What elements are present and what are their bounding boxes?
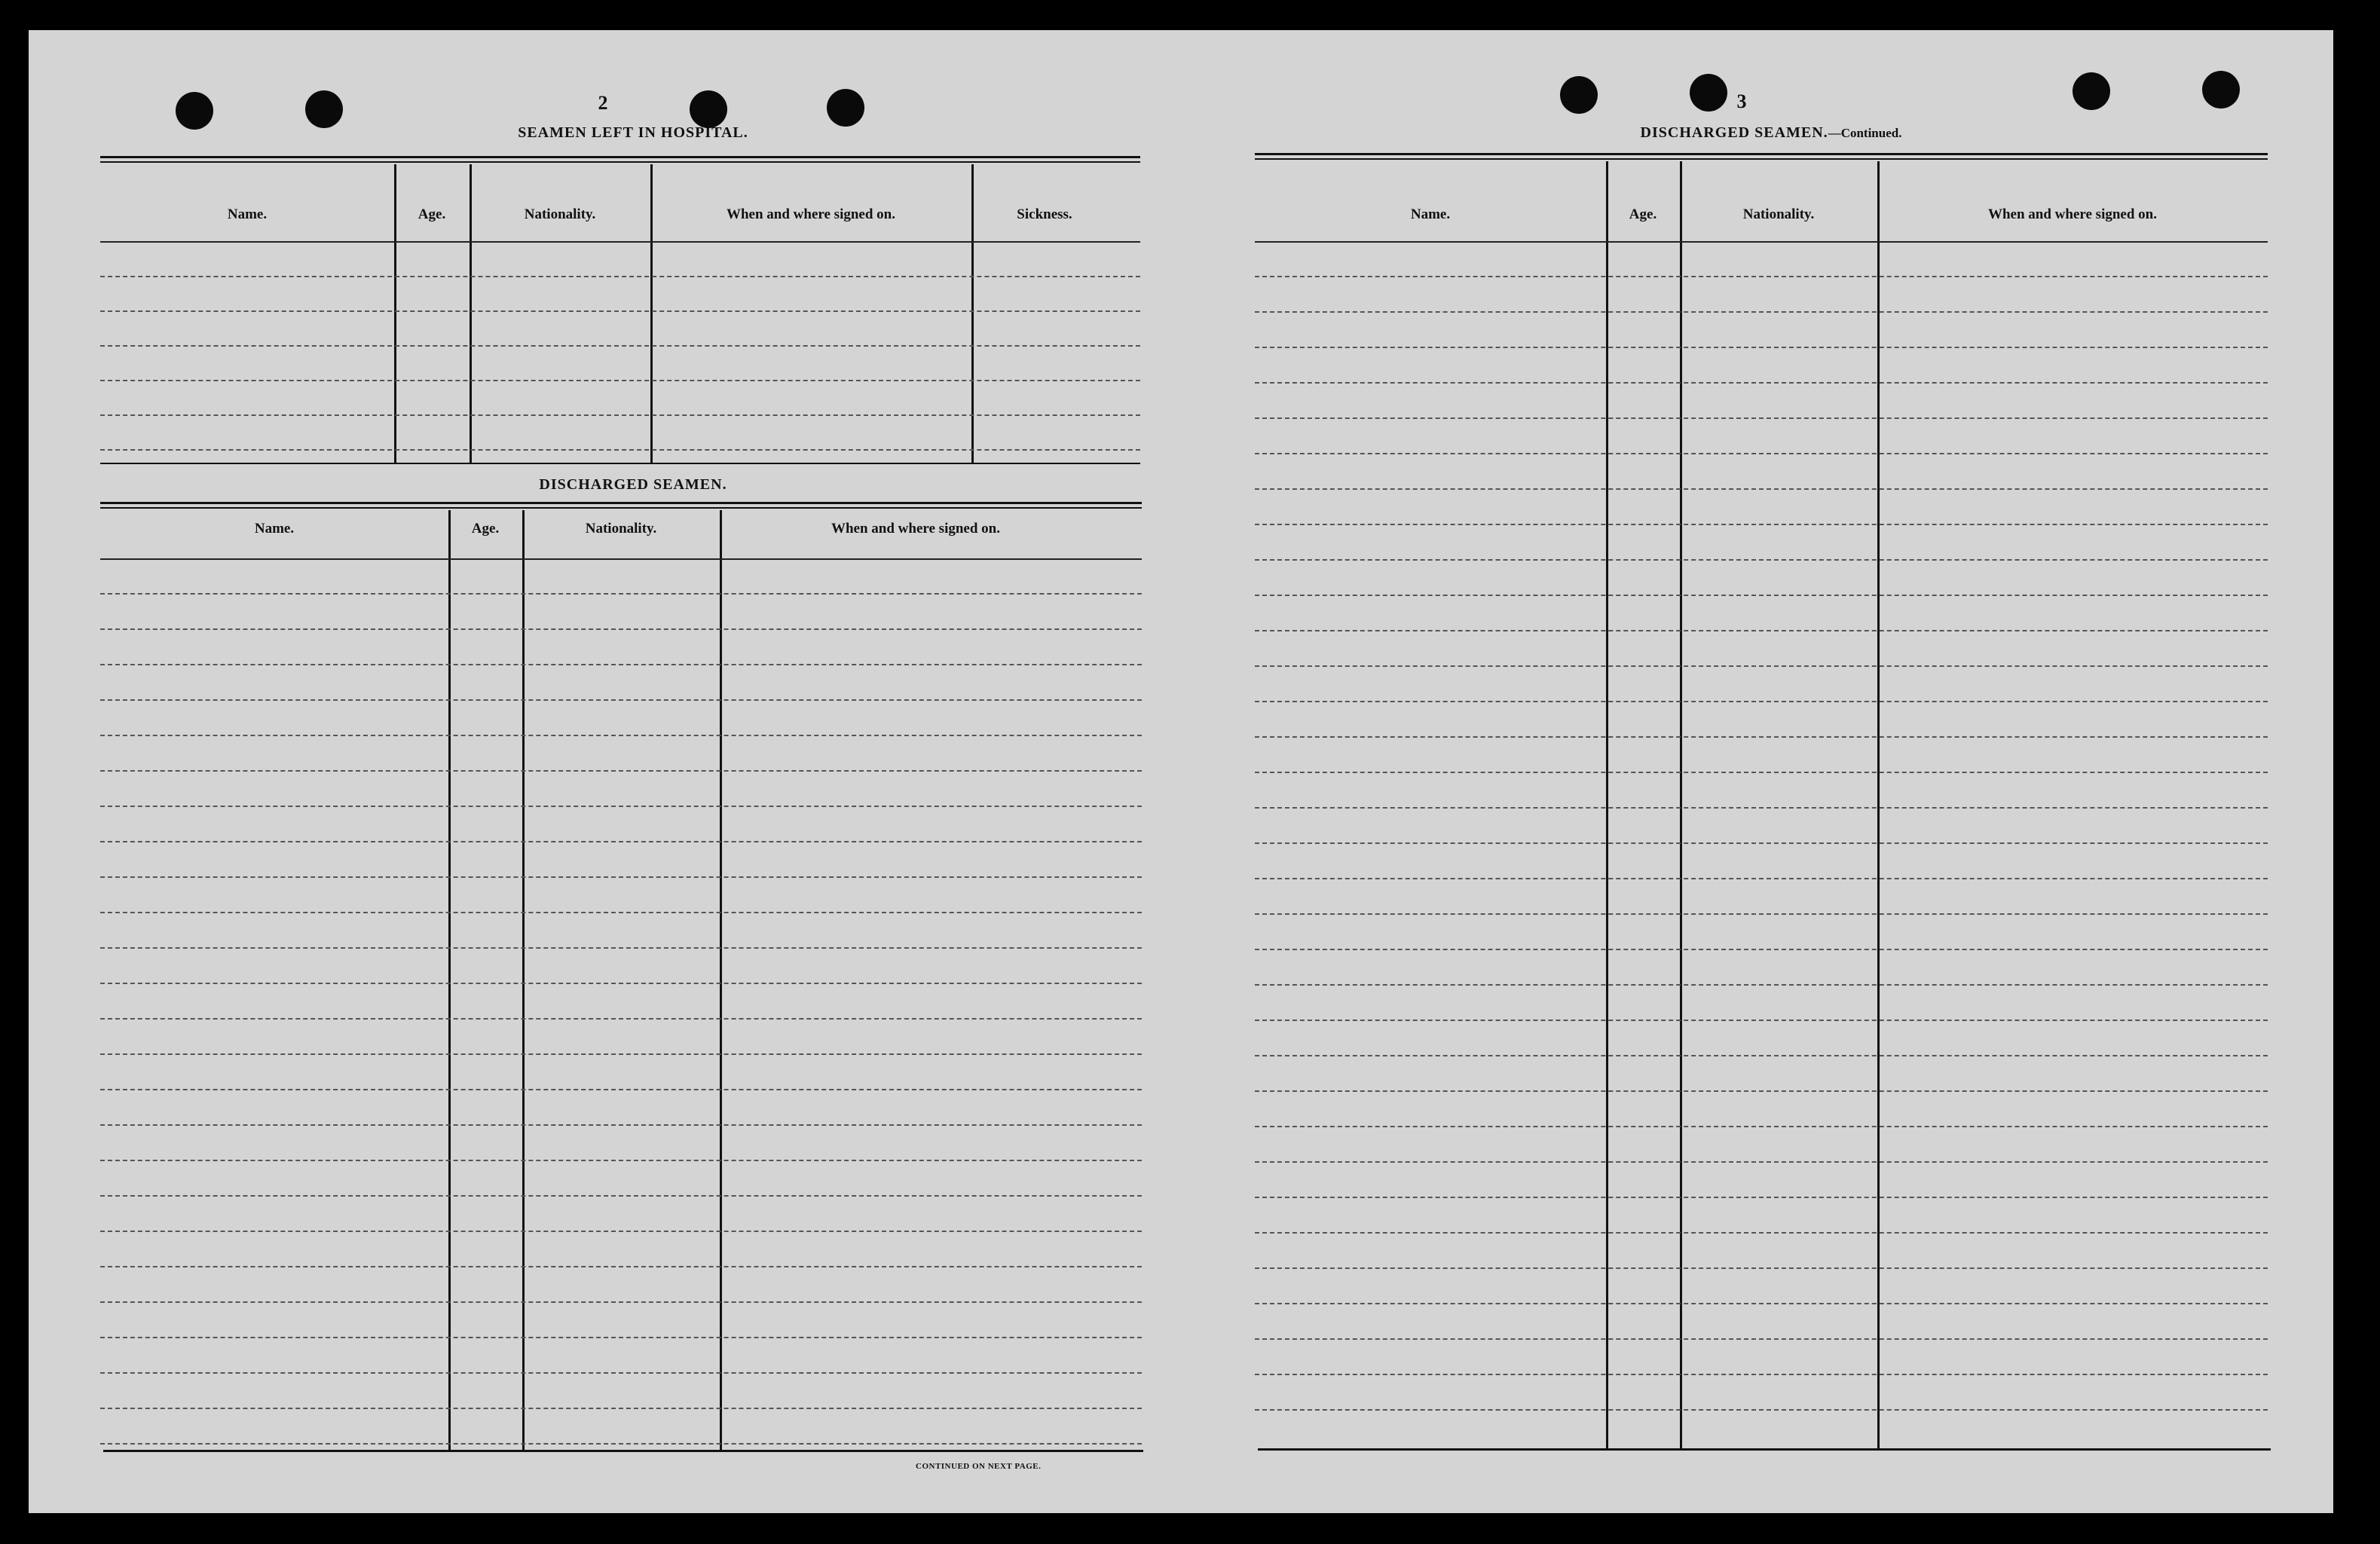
header-underline — [100, 558, 1142, 560]
ruled-line — [1255, 772, 2268, 773]
ruled-line — [100, 276, 1140, 277]
discharged-bottom-rule — [103, 1450, 1143, 1452]
ruled-line — [100, 1266, 1142, 1267]
column-header-name: Name. — [227, 206, 268, 222]
column-divider — [1606, 161, 1608, 1448]
punch-hole — [1560, 76, 1598, 114]
column-divider — [470, 164, 472, 463]
column-divider — [720, 510, 722, 1451]
ruled-line — [100, 1408, 1142, 1409]
column-divider — [448, 510, 451, 1451]
column-header-nationality: Nationality. — [524, 206, 596, 222]
header-underline — [100, 241, 1140, 243]
ruled-line — [1255, 701, 2268, 702]
column-header-age: Age. — [418, 206, 446, 222]
hospital-top-rule-2 — [100, 161, 1140, 163]
right-page-number: 3 — [1736, 90, 1747, 112]
hospital-table — [100, 164, 1140, 463]
ruled-line — [100, 1053, 1142, 1055]
column-header-nationality: Nationality. — [1742, 206, 1815, 222]
hospital-bottom-rule — [100, 463, 1140, 464]
ruled-line — [1255, 1126, 2268, 1127]
ruled-line — [1255, 1374, 2268, 1375]
ruled-line — [100, 345, 1140, 347]
ruled-line — [1255, 453, 2268, 454]
punch-hole — [176, 92, 213, 130]
ruled-line — [1255, 417, 2268, 419]
column-header-name: Name. — [254, 521, 295, 537]
ruled-line — [1255, 842, 2268, 844]
ruled-line — [100, 770, 1142, 772]
ruled-line — [1255, 559, 2268, 561]
ruled-line — [100, 947, 1142, 949]
ruled-line — [1255, 1161, 2268, 1163]
ruled-line — [100, 414, 1140, 416]
discharged-top-rule-2 — [100, 507, 1142, 509]
ruled-line — [100, 806, 1142, 807]
ruled-line — [1255, 665, 2268, 667]
punch-hole — [2202, 71, 2240, 109]
ruled-line — [1255, 347, 2268, 348]
column-divider — [1877, 161, 1880, 1448]
ruled-line — [100, 1301, 1142, 1303]
ruled-line — [100, 593, 1142, 595]
ruled-line — [100, 1195, 1142, 1197]
column-header-signed-on: When and where signed on. — [726, 206, 895, 222]
punch-hole — [827, 89, 864, 127]
continued-note: CONTINUED ON NEXT PAGE. — [916, 1462, 1042, 1471]
document-sheet — [29, 30, 2333, 1513]
ruled-line — [100, 1337, 1142, 1338]
ruled-line — [1255, 1197, 2268, 1198]
column-header-age: Age. — [1629, 206, 1657, 222]
right-bottom-rule — [1258, 1448, 2271, 1451]
ruled-line — [1255, 913, 2268, 915]
ruled-line — [1255, 949, 2268, 950]
ruled-line — [100, 1089, 1142, 1090]
ruled-line — [1255, 736, 2268, 738]
ruled-line — [100, 735, 1142, 736]
ruled-line — [1255, 488, 2268, 490]
column-divider — [650, 164, 653, 463]
column-header-nationality: Nationality. — [585, 521, 657, 537]
ruled-line — [100, 912, 1142, 913]
hospital-top-rule — [100, 156, 1140, 158]
ruled-line — [100, 449, 1140, 451]
ruled-line — [100, 1372, 1142, 1374]
discharged-continued-title-suffix: —Continued. — [1828, 126, 1902, 140]
discharged-continued-title-main: DISCHARGED SEAMEN. — [1640, 124, 1828, 141]
ruled-line — [1255, 1090, 2268, 1092]
ruled-line — [1255, 1409, 2268, 1411]
punch-hole — [690, 90, 727, 128]
ruled-line — [1255, 1303, 2268, 1304]
discharged-continued-title — [1575, 124, 1967, 142]
column-header-signed-on: When and where signed on. — [831, 521, 1000, 537]
ruled-line — [1255, 1267, 2268, 1269]
right-top-rule — [1255, 153, 2268, 155]
right-top-rule-2 — [1255, 158, 2268, 160]
ruled-line — [1255, 807, 2268, 809]
ruled-line — [100, 1160, 1142, 1161]
ruled-line — [1255, 1232, 2268, 1234]
ruled-line — [100, 310, 1140, 312]
ruled-line — [100, 1124, 1142, 1126]
ruled-line — [100, 380, 1140, 381]
column-divider — [394, 164, 396, 463]
punch-hole — [305, 90, 343, 128]
ruled-line — [100, 983, 1142, 984]
column-header-signed-on: When and where signed on. — [1987, 206, 2157, 222]
column-header-age: Age. — [471, 521, 500, 537]
left-page-number: 2 — [598, 92, 608, 114]
column-divider — [522, 510, 525, 1451]
ruled-line — [100, 628, 1142, 630]
ruled-line — [100, 664, 1142, 665]
column-header-sickness: Sickness. — [1017, 206, 1072, 222]
ruled-line — [100, 1231, 1142, 1232]
discharged-continued-table — [1255, 161, 2268, 1448]
column-divider — [971, 164, 974, 463]
ruled-line — [1255, 878, 2268, 879]
ruled-line — [1255, 1020, 2268, 1021]
punch-hole — [1690, 74, 1727, 112]
ruled-line — [100, 841, 1142, 842]
ruled-line — [1255, 630, 2268, 631]
ruled-line — [100, 1443, 1142, 1445]
discharged-section-title: DISCHARGED SEAMEN. — [539, 476, 727, 493]
punch-hole — [2073, 72, 2110, 110]
ruled-line — [100, 876, 1142, 878]
ruled-line — [1255, 311, 2268, 313]
ruled-line — [1255, 382, 2268, 384]
ruled-line — [1255, 524, 2268, 525]
column-divider — [1680, 161, 1682, 1448]
ruled-line — [1255, 984, 2268, 986]
hospital-section-title: SEAMEN LEFT IN HOSPITAL. — [518, 124, 748, 141]
ruled-line — [1255, 1055, 2268, 1056]
discharged-table — [100, 510, 1142, 1451]
column-header-name: Name. — [1410, 206, 1451, 222]
ruled-line — [1255, 1338, 2268, 1340]
ruled-line — [1255, 276, 2268, 277]
header-underline — [1255, 241, 2268, 243]
ruled-line — [100, 699, 1142, 701]
discharged-top-rule — [100, 502, 1142, 504]
ruled-line — [1255, 595, 2268, 596]
ruled-line — [100, 1018, 1142, 1020]
